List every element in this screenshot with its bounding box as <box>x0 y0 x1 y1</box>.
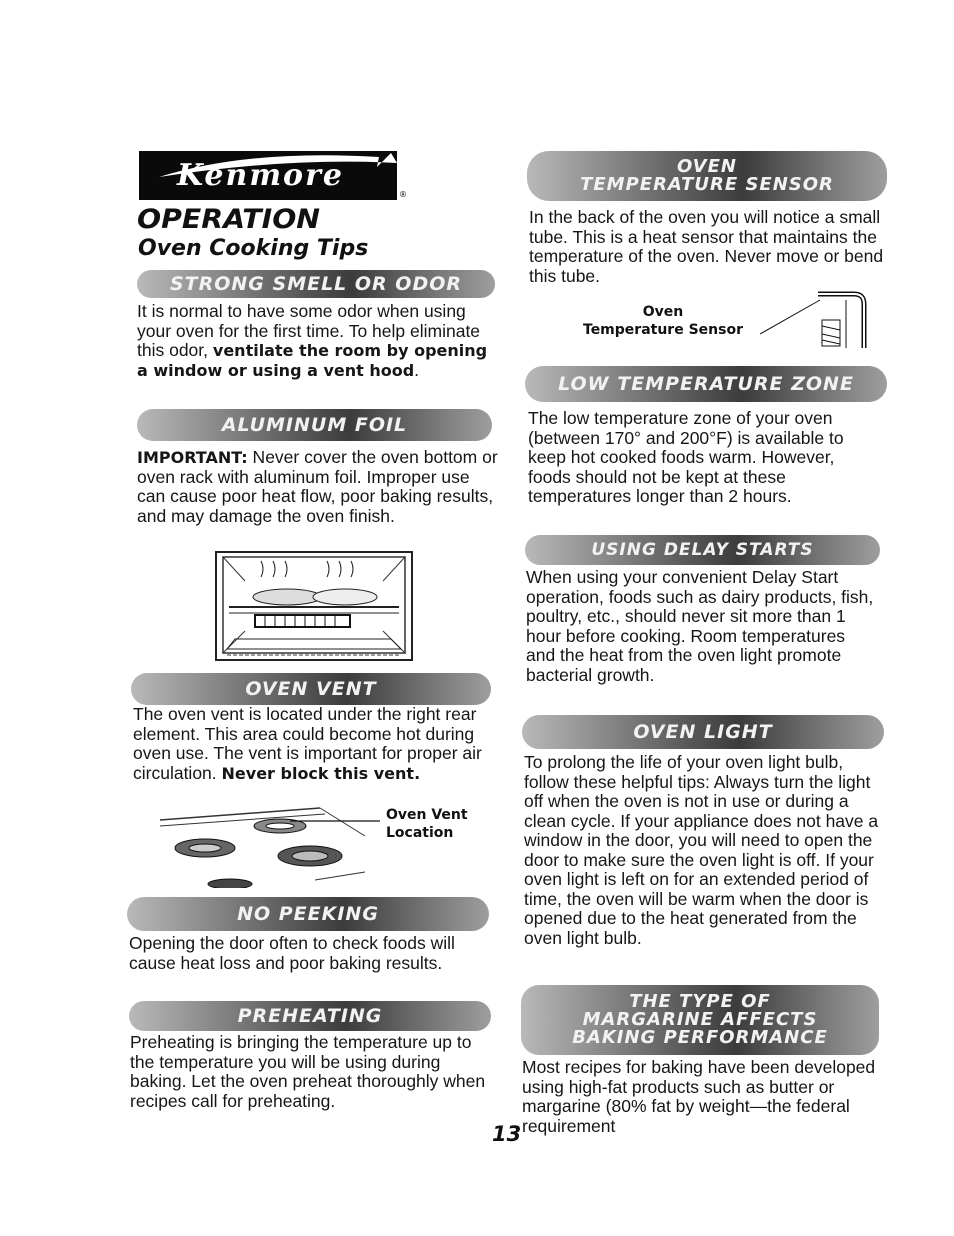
logo-text: Kenmore <box>177 158 344 193</box>
sensor-heading-line2: TEMPERATURE SENSOR <box>580 174 834 195</box>
lowzone-heading-text: LOW TEMPERATURE ZONE <box>558 372 854 395</box>
vent-body: The oven vent is located under the right rear element. This area could become hot during oven use. The vent is important for proper air circulation. <box>133 704 482 783</box>
heading-preheating-text: PREHEATING <box>237 1004 383 1027</box>
foil-body: Never cover the oven bottom or oven rack with aluminum foil. Improper use can cause poor heat flow, poor baking results, and may damage the oven finish. <box>137 447 498 526</box>
paragraph-aluminum-foil <box>137 448 499 526</box>
heading-aluminum-foil-text: ALUMINUM FOIL <box>221 413 408 436</box>
registered-mark: ® <box>399 190 407 199</box>
vent-caption-line2: Location <box>386 825 454 841</box>
paragraph-oven-vent <box>133 705 498 783</box>
paragraph-no-peeking <box>129 934 474 973</box>
heading-no-peeking <box>127 897 489 931</box>
margarine-heading-line3: BAKING PERFORMANCE <box>572 1027 828 1048</box>
margarine-body: Most recipes for baking have been developed using high-fat products such as butter or margarine (80% fat by weight—the federal requirement <box>522 1057 876 1136</box>
heading-oven-vent <box>131 673 491 705</box>
heading-preheating <box>129 1001 491 1031</box>
smell-tail: . <box>414 359 420 380</box>
lowzone-body: The low temperature zone of your oven (between 170° and 200°F) is available to keep hot cooked foods warm. However, foods should not be kept at these temperatures longer than 2 hours. <box>528 408 844 506</box>
heading-oven-temperature-sensor <box>527 151 887 201</box>
oven-interior-illustration <box>215 551 413 661</box>
sensor-caption-line1: Oven <box>642 304 684 320</box>
paragraph-oven-temperature-sensor <box>529 208 884 286</box>
page-number: 13 <box>492 1122 522 1146</box>
heading-low-temperature-zone <box>525 366 887 402</box>
foil-important: IMPORTANT: <box>137 448 248 467</box>
vent-caption-line1: Oven Vent <box>386 807 468 823</box>
heading-strong-smell-text: STRONG SMELL OR ODOR <box>169 272 463 295</box>
paragraph-strong-smell <box>137 302 497 380</box>
smell-body: It is normal to have some odor when using your oven for the first time. To help eliminate this odor, <box>137 301 481 360</box>
margarine-heading-line1: THE TYPE OF <box>629 991 771 1012</box>
sensor-heading-line1: OVEN <box>677 156 737 177</box>
vent-bold: Never block this vent. <box>221 763 421 783</box>
light-heading-text: OVEN LIGHT <box>633 720 773 743</box>
paragraph-low-temperature-zone <box>528 409 878 507</box>
heading-no-peeking-text: NO PEEKING <box>237 902 379 925</box>
heading-oven-vent-text: OVEN VENT <box>245 677 377 700</box>
light-body: To prolong the life of your oven light bulb, follow these helpful tips: Always turn the light off when the oven is not in use or during a clean cycle. If your appliance does not have a window in the door, you will need to open the door to make sure the oven light is off. If your oven light is left on for an extended period of time, the oven will be warm when the door is opened due to the heat generated from the oven light bulb. <box>524 752 879 948</box>
paragraph-margarine <box>522 1058 882 1136</box>
kenmore-logo <box>139 151 397 200</box>
delay-heading-text: USING DELAY STARTS <box>591 539 814 560</box>
sensor-caption-line2: Temperature Sensor <box>583 322 743 338</box>
heading-oven-light <box>522 715 884 749</box>
vent-caption <box>386 806 468 842</box>
paragraph-oven-light <box>524 753 884 948</box>
sensor-caption <box>563 303 763 339</box>
sensor-body: In the back of the oven you will notice a small tube. This is a heat sensor that maintains the temperature of the oven. Never move or bend this tube. <box>529 207 884 286</box>
heading-aluminum-foil <box>137 409 492 441</box>
heading-margarine-baking <box>521 985 879 1055</box>
peek-body: Opening the door often to check foods will cause heat loss and poor baking results. <box>129 933 455 973</box>
paragraph-using-delay-starts <box>526 568 878 685</box>
margarine-heading-line2: MARGARINE AFFECTS <box>582 1009 818 1030</box>
cooktop-vent-illustration <box>150 806 380 888</box>
delay-body: When using your convenient Delay Start operation, foods such as dairy products, fish, poultry, etc., should never sit more than 1 hour before cooking. Room temperatures and the heat from the oven light promote bacterial growth. <box>526 567 874 685</box>
page-title: OPERATION <box>137 204 321 235</box>
temperature-sensor-illustration <box>760 290 870 352</box>
smell-bold: ventilate the room by opening a window or using a vent hood <box>137 341 488 380</box>
heading-using-delay-starts <box>525 535 880 565</box>
preheat-body: Preheating is bringing the temperature up to the temperature you will be using during baking. Let the oven preheat thoroughly when recipes call for preheating. <box>130 1032 486 1111</box>
paragraph-preheating <box>130 1033 490 1111</box>
heading-strong-smell <box>137 270 495 298</box>
page-subtitle: Oven Cooking Tips <box>138 236 369 261</box>
